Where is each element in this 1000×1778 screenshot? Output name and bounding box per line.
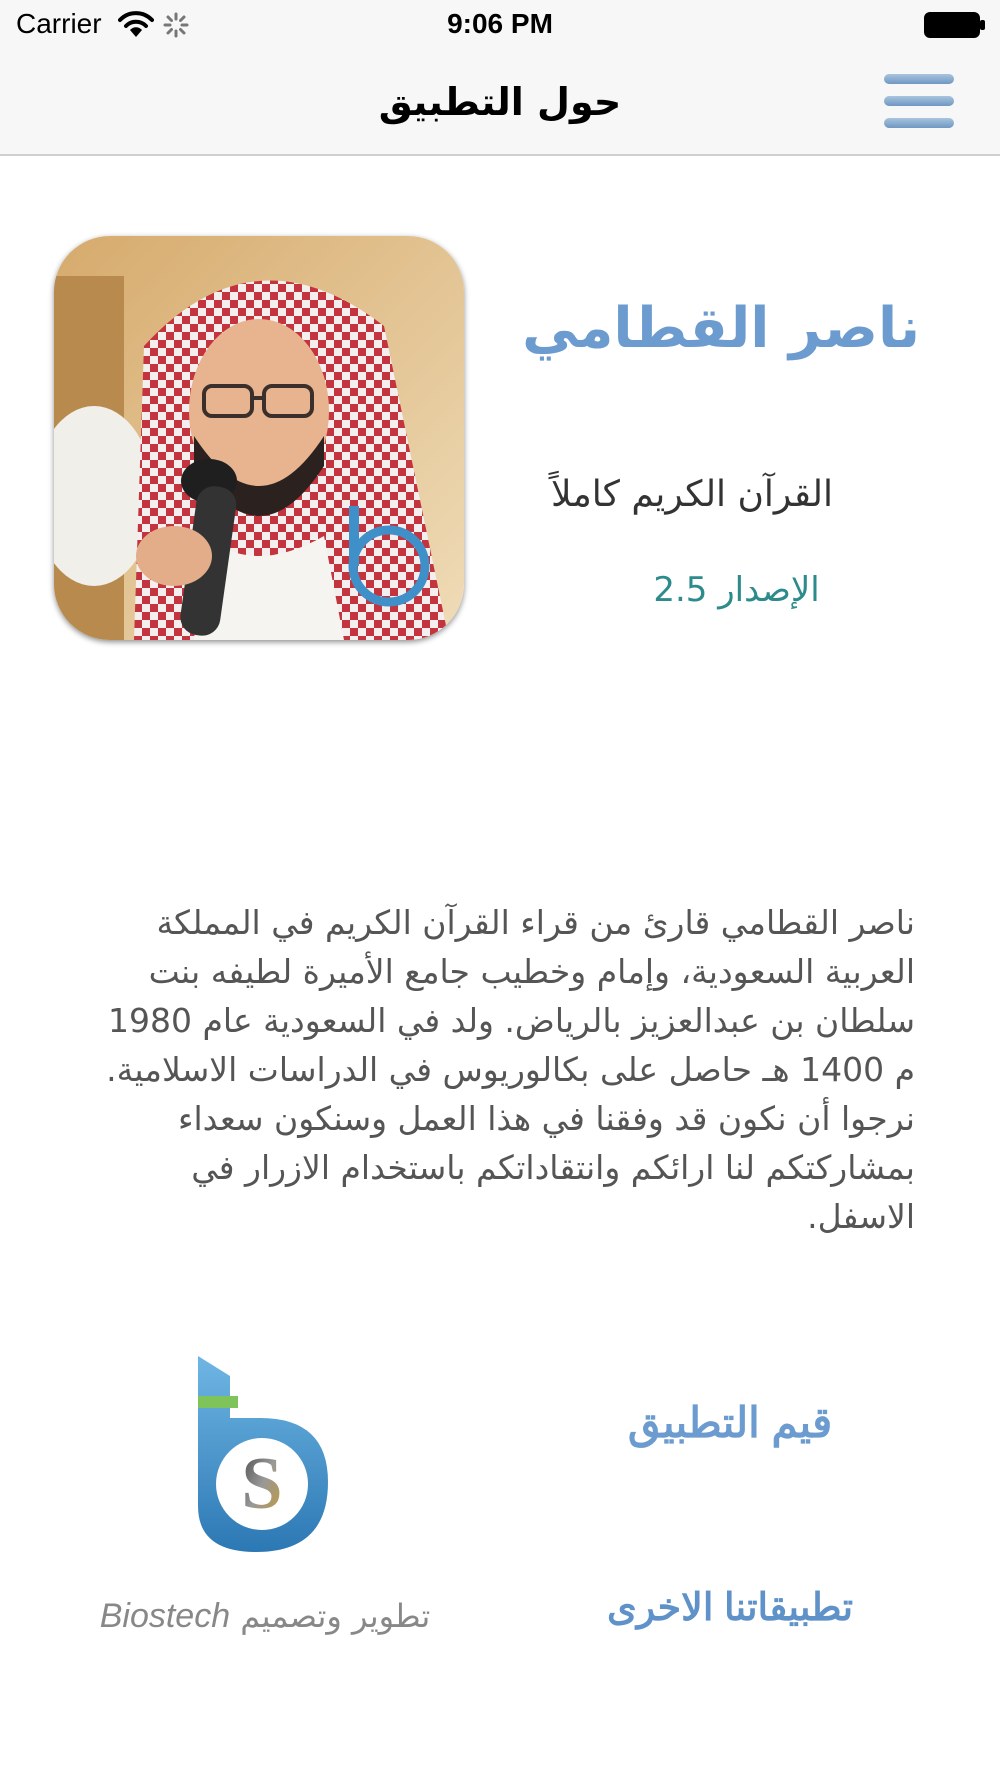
about-description: ناصر القطامي قارئ من قراء القرآن الكريم في المملكة العربية السعودية، وإمام وخطيب جامع الأميرة لطيفه بنت سلطان بن عبدالعزيز بالرياض. ولد في السعودية عام 1980 م 1400 هـ حاصل على بكالوريوس في الدراسات الاسلامية. نرجوا أن نكون قد وفقنا في هذا العمل وسنكون سعداء بمشاركتكم لنا ارائكم وانتقاداتكم باستخدام الازرار في الاسفل.: [106, 903, 915, 1236]
status-bar: [0, 0, 1000, 50]
svg-text:S: S: [241, 1443, 283, 1525]
battery-icon: [924, 12, 986, 38]
app-subtitle: القرآن الكريم كاملاً: [551, 474, 833, 515]
app-version: 2.5 الإصدار: [653, 570, 820, 610]
page-title: حول التطبيق: [378, 80, 622, 124]
biostech-logo-icon: [196, 1356, 336, 1552]
other-apps-button[interactable]: تطبيقاتنا الاخرى: [530, 1585, 930, 1630]
hamburger-menu-icon[interactable]: [884, 74, 954, 128]
reciter-portrait-image: [54, 236, 464, 640]
credit-prefix: تطوير وتصميم: [240, 1597, 431, 1635]
carrier-label: Carrier: [16, 8, 102, 39]
credit-brand: Biostech: [99, 1597, 231, 1635]
navigation-bar: [0, 50, 1000, 156]
status-time: 9:06 PM: [447, 8, 553, 39]
app-name: ناصر القطامي: [522, 296, 920, 361]
rate-app-button[interactable]: قيم التطبيق: [530, 1398, 930, 1447]
developer-credit: [60, 1597, 470, 1636]
